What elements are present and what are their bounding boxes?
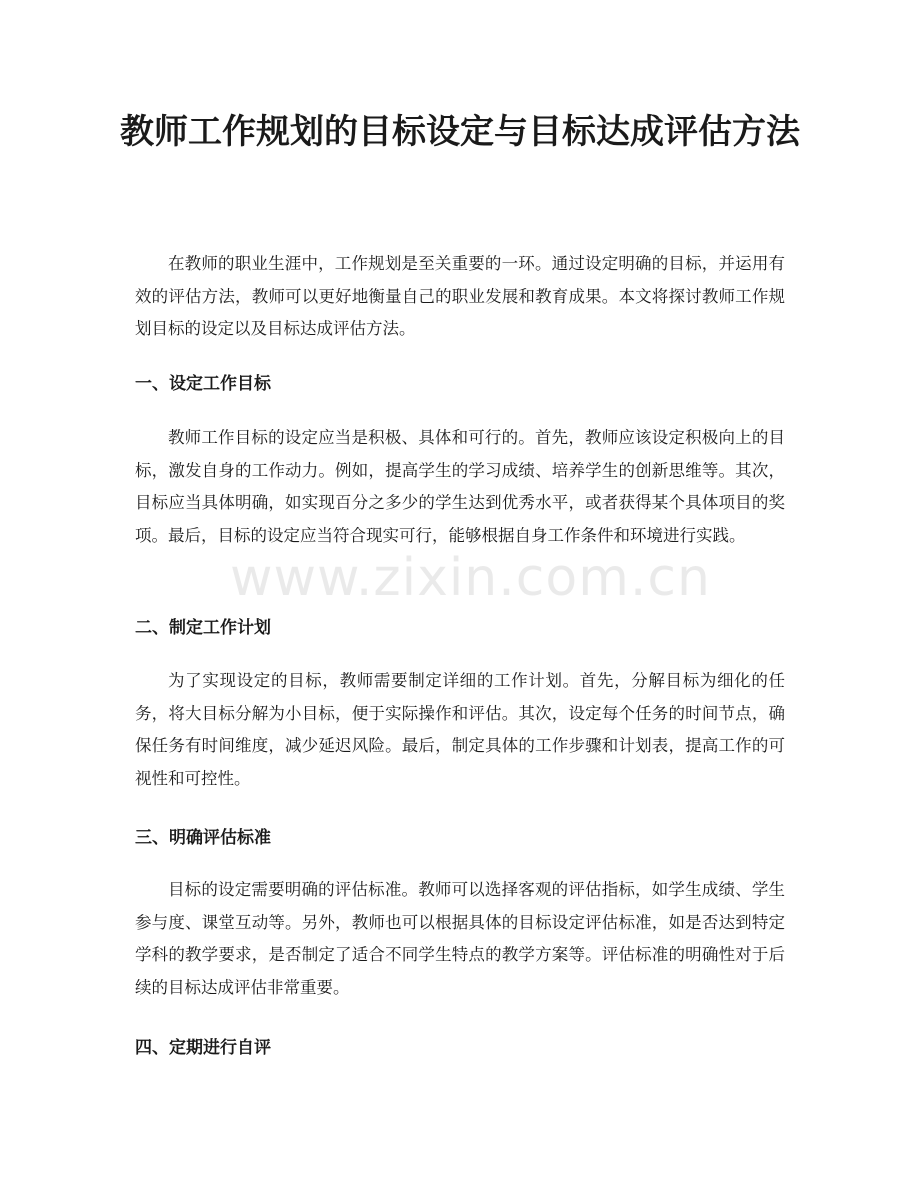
section-heading-2: 二、制定工作计划 [135, 618, 271, 638]
document-title: 教师工作规划的目标设定与目标达成评估方法 [120, 112, 800, 152]
section-heading-3: 三、明确评估标准 [135, 828, 271, 848]
section-heading-1: 一、设定工作目标 [135, 374, 271, 394]
section-body-1: 教师工作目标的设定应当是积极、具体和可行的。首先，教师应该设定积极向上的目标，激发自身的工作动力。例如，提高学生的学习成绩、培养学生的创新思维等。其次，目标应当具体明确，如实现百分之多少的学生达到优秀水平，或者获得某个具体项目的奖项。最后，目标的设定应当符合现实可行，能够根据自身工作条件和环境进行实践。 [135, 428, 785, 545]
intro-paragraph: 在教师的职业生涯中，工作规划是至关重要的一环。通过设定明确的目标，并运用有效的评估方法，教师可以更好地衡量自己的职业发展和教育成果。本文将探讨教师工作规划目标的设定以及目标达成评估方法。 [135, 254, 785, 338]
watermark-text: www.zixin.com.cn [230, 548, 711, 608]
section-body-2: 为了实现设定的目标，教师需要制定详细的工作计划。首先，分解目标为细化的任务，将大目标分解为小目标，便于实际操作和评估。其次，设定每个任务的时间节点，确保任务有时间维度，减少延迟风险。最后，制定具体的工作步骤和计划表，提高工作的可视性和可控性。 [135, 671, 785, 788]
section-body-3: 目标的设定需要明确的评估标准。教师可以选择客观的评估指标，如学生成绩、学生参与度、课堂互动等。另外，教师也可以根据具体的目标设定评估标准，如是否达到特定学科的教学要求，是否制定了适合不同学生特点的教学方案等。评估标准的明确性对于后续的目标达成评估非常重要。 [135, 880, 785, 997]
section-heading-4: 四、定期进行自评 [135, 1038, 271, 1058]
